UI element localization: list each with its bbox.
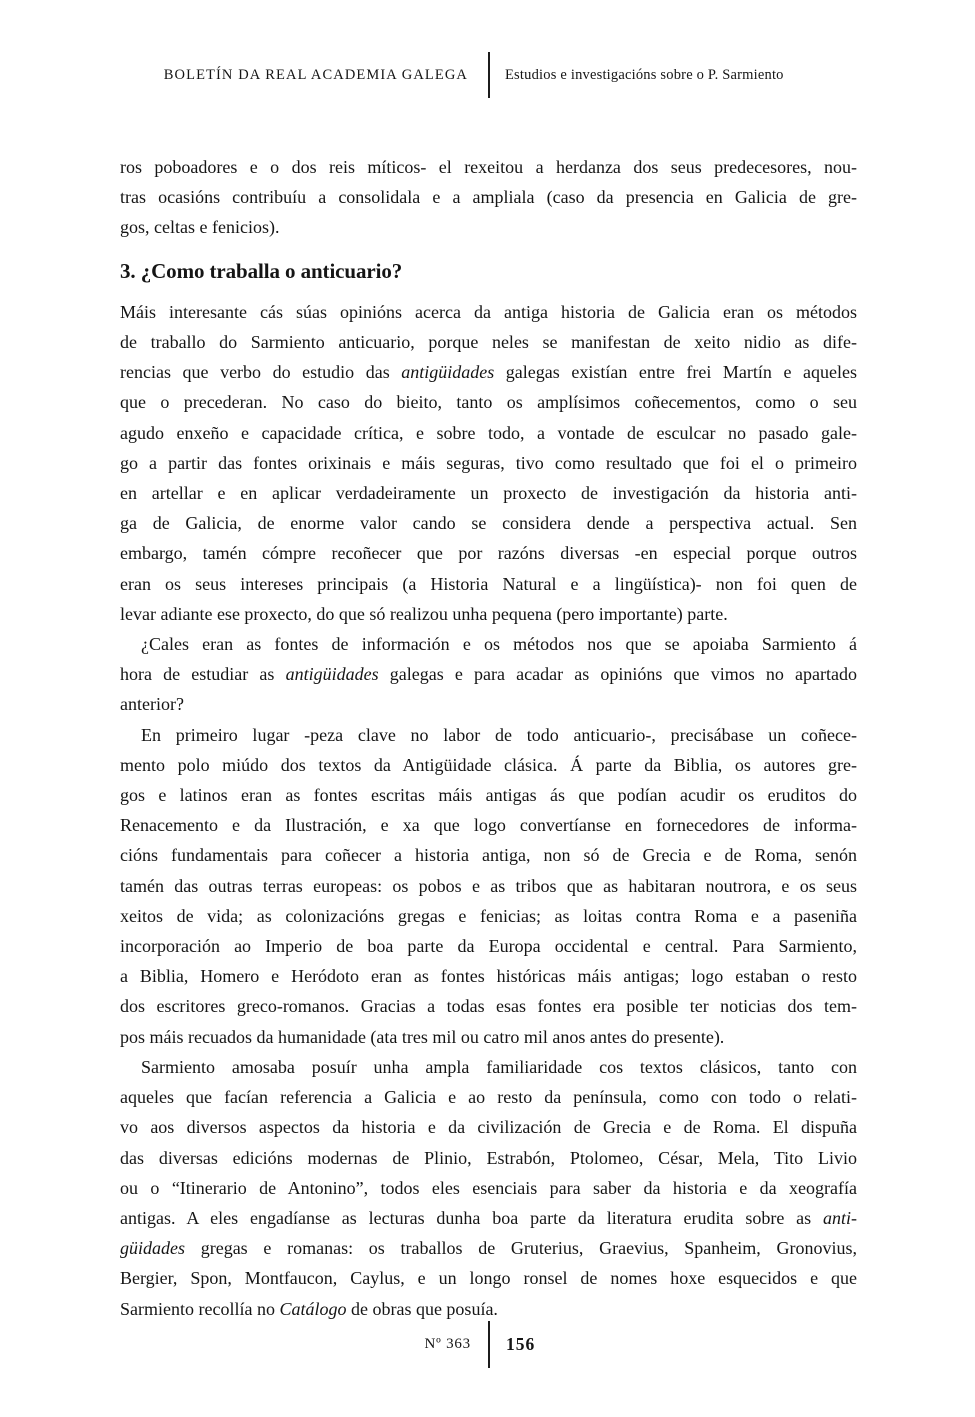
text-line [120, 1082, 857, 1112]
paragraph [120, 152, 857, 243]
page-number: 156 [506, 1334, 536, 1354]
text-run: en artellar e en aplicar verdadeiramente un proxecto de investigación da historia anti- [120, 483, 857, 504]
text-line [120, 152, 857, 182]
text-run: En primeiro lugar -peza clave no labor de todo anticuario-, precisábase un coñece- [141, 724, 857, 745]
text-run: ¿Cales eran as fontes de información e os métodos nos que se apoiaba Sarmiento á [141, 634, 857, 655]
text-run: de obras que posuía. [346, 1298, 498, 1319]
text-run-italic: Catálogo [279, 1298, 347, 1319]
text-run: vo aos diversos aspectos da historia e da civilización de Grecia e de Roma. El dispuña [120, 1117, 857, 1138]
text-run: que o precederan. No caso do bieito, tanto os amplísimos coñecementos, como o seu [120, 392, 857, 413]
text-run: tamén das outras terras europeas: os pobos e as tribos que as habitaran noutrora, e os seus [120, 875, 857, 896]
text-run-italic: antigüidades [285, 664, 379, 685]
page-footer [0, 1321, 975, 1368]
text-line [120, 418, 857, 448]
text-run: tras ocasións contribuíu a consolidala e a ampliala (caso da presencia en Galicia de gre- [120, 187, 857, 208]
text-run: galegas e para acadar as opinións que vimos no apartado [378, 664, 857, 685]
text-run: Renacemento e da Ilustración, e xa que logo convertíanse en fornecedores de informa- [120, 815, 857, 836]
text-run: mento polo miúdo dos textos da Antigüidade clásica. Á parte da Biblia, os autores gre- [120, 754, 857, 775]
paragraph [120, 297, 857, 629]
text-line [120, 1173, 857, 1203]
text-line [120, 1022, 857, 1052]
paragraph [120, 1052, 857, 1324]
text-run: Bergier, Spon, Montfaucon, Caylus, e un longo ronsel de nomes hoxe esquecidos e que [120, 1268, 857, 1289]
text-line [120, 1112, 857, 1142]
text-line [120, 840, 857, 870]
text-run-italic: anti- [823, 1207, 857, 1228]
page-header [0, 52, 975, 98]
text-run: ga de Galicia, de enorme valor cando se considera dende a perspectiva actual. Sen [120, 513, 857, 534]
text-line [120, 931, 857, 961]
running-head-article-title: Estudios e investigacións sobre o P. Sarmiento [505, 66, 784, 83]
issue-number: Nº 363 [424, 1336, 471, 1352]
text-line [120, 1233, 857, 1263]
text-run: embargo, tamén cómpre recoñecer que por razóns diversas -en especial porque outros [120, 543, 857, 564]
text-run: pos máis recuados da humanidade (ata tres mil ou catro mil anos antes do presente). [120, 1026, 725, 1047]
text-run: ou o “Itinerario de Antonino”, todos eles esenciais para saber da historia e da xeografía [120, 1177, 857, 1198]
section-heading: 3. ¿Como traballa o anticuario? [120, 258, 403, 283]
text-line [120, 599, 857, 629]
text-line [120, 478, 857, 508]
text-run: gregas e romanas: os traballos de Gruterius, Graevius, Spanheim, Gronovius, [185, 1238, 857, 1259]
text-line [120, 569, 857, 599]
text-run: incorporación ao Imperio de boa parte da Europa occidental e central. Para Sarmiento, [120, 936, 857, 957]
text-run: ros poboadores e o dos reis míticos- el rexeitou a herdanza dos seus predecesores, nou- [120, 157, 857, 177]
text-run: cións fundamentais para coñecer a historia antiga, non só de Grecia e de Roma, senón [120, 845, 857, 866]
text-line [120, 629, 857, 659]
text-run: Máis interesante cás súas opinións acerca da antiga historia de Galicia eran os métodos [120, 301, 857, 322]
text-line [120, 327, 857, 357]
text-line [120, 1263, 857, 1293]
text-line [120, 182, 857, 212]
text-line [120, 538, 857, 568]
text-run-italic: güidades [120, 1238, 185, 1259]
text-line [120, 689, 857, 719]
paragraph [120, 629, 857, 720]
text-run: galegas existían entre frei Martín e aqueles [494, 362, 857, 383]
text-line [120, 871, 857, 901]
text-run: gos, celtas e fenicios). [120, 217, 280, 238]
text-run: gos e latinos eran as fontes escritas máis antigas ás que podían acudir os eruditos do [120, 785, 857, 806]
article-body [120, 152, 857, 1324]
text-line [120, 961, 857, 991]
text-run: agudo enxeño e capacidade crítica, e sobre todo, a vontade de esculcar no pasado gale- [120, 422, 857, 443]
text-line [120, 357, 857, 387]
text-line [120, 448, 857, 478]
text-run: Sarmiento amosaba posuír unha ampla familiaridade cos textos clásicos, tanto con [141, 1056, 857, 1077]
text-line [120, 750, 857, 780]
text-line [120, 1143, 857, 1173]
text-run: aqueles que facían referencia a Galicia e ao resto da península, como con todo o relati- [120, 1087, 857, 1108]
journal-title: BOLETÍN DA REAL ACADEMIA GALEGA [163, 66, 468, 83]
text-line [120, 901, 857, 931]
text-run: das diversas edicións modernas de Plinio, Estrabón, Ptolomeo, César, Mela, Tito Livio [120, 1147, 857, 1168]
text-line [120, 659, 857, 689]
text-run-italic: antigüidades [401, 362, 495, 383]
text-run: Sarmiento recollía no [120, 1298, 280, 1319]
text-run: levar adiante ese proxecto, do que só realizou unha pequena (pero importante) parte. [120, 603, 728, 624]
text-line [120, 720, 857, 750]
text-run: hora de estudiar as [120, 664, 286, 685]
text-run: a Biblia, Homero e Heródoto eran as fontes históricas máis antigas; logo estaban o resto [120, 966, 857, 987]
text-line [120, 780, 857, 810]
text-line [120, 1203, 857, 1233]
text-line [120, 810, 857, 840]
text-run: anterior? [120, 694, 184, 715]
text-run: xeitos de vida; as colonizacións gregas e fenicias; as loitas contra Roma e a paseniña [120, 905, 857, 926]
paragraph [120, 720, 857, 1052]
text-run: antigas. A eles engadíanse as lecturas dunha boa parte da literatura erudita sobre as [120, 1207, 823, 1228]
text-run: dos escritores greco-romanos. Gracias a todas esas fontes era posible ter noticias dos tem- [120, 996, 857, 1017]
text-line [120, 508, 857, 538]
text-line [120, 1052, 857, 1082]
text-line [120, 212, 857, 242]
text-run: eran os seus intereses principais (a Historia Natural e a lingüística)- non foi quen de [120, 573, 857, 594]
text-run: rencias que verbo do estudio das [120, 362, 402, 383]
text-run: go a partir das fontes orixinais e máis seguras, tivo como resultado que foi el o primeiro [120, 452, 857, 473]
text-line [120, 1294, 857, 1324]
text-run: de traballo do Sarmiento anticuario, porque neles se manifestan de xeito nidio as dife- [120, 332, 857, 353]
text-line [120, 297, 857, 327]
text-line [120, 991, 857, 1021]
text-line [120, 387, 857, 417]
